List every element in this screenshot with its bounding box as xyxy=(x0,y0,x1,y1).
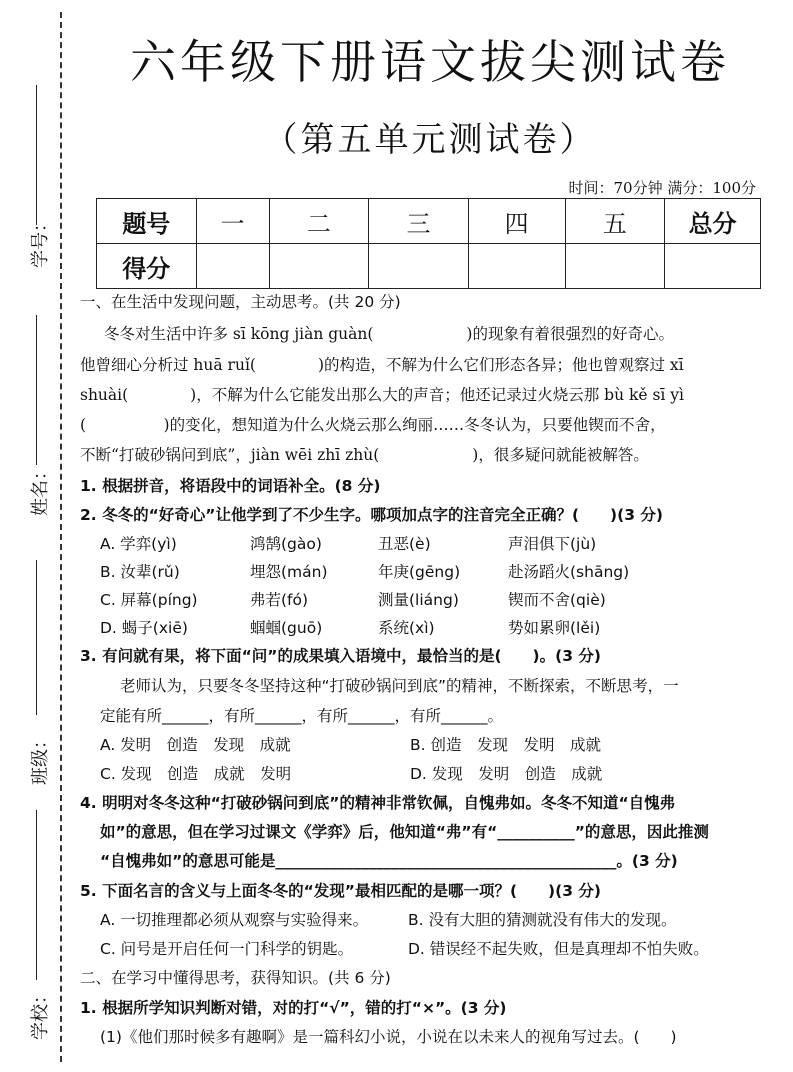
score-header-cell: 总分 xyxy=(665,199,761,244)
student-id-label: 学号： xyxy=(30,214,51,268)
section1-heading: 一、在生活中发现问题，主动思考。(共 20 分) xyxy=(80,293,401,311)
score-cell[interactable] xyxy=(565,244,665,289)
section2-question-1: 1. 根据所学知识判断对错，对的打“√”，错的打“×”。(3 分) xyxy=(80,999,507,1017)
q2-option-d-1: D. 蝎子(xiē) xyxy=(100,619,188,637)
score-cell[interactable] xyxy=(269,244,369,289)
passage-line: 他曾细心分析过 huā ruǐ( )的构造，不解为什么它们形态各异；他也曾观察过 xī xyxy=(80,356,684,374)
q5-option-a: A. 一切推理都必须从观察与实验得来。 xyxy=(100,911,369,929)
q2-option-b-1: B. 汝辈(rǔ) xyxy=(100,563,180,581)
q3-text: 定能有所______，有所______，有所______，有所______。 xyxy=(100,707,504,725)
name-label: 姓名： xyxy=(30,462,51,516)
question-5: 5. 下面名言的含义与上面冬冬的“发现”最相匹配的是哪一项？( )(3 分) xyxy=(80,882,601,900)
question-2: 2. 冬冬的“好奇心”让他学到了不少生字。哪项加点字的注音完全正确？( )(3 分) xyxy=(80,506,663,524)
q3-option-d: D. 发现 发明 创造 成就 xyxy=(410,765,603,783)
q2-option-d-4: 势如累卵(lěi) xyxy=(508,619,601,637)
page-subtitle: （第五单元测试卷） xyxy=(263,120,597,160)
exam-page xyxy=(80,0,780,1072)
score-row-label: 得分 xyxy=(97,244,197,289)
q2-option-c-4: 锲而不舍(qiè) xyxy=(508,591,606,609)
score-header-cell: 三 xyxy=(369,199,469,244)
question-4: 4. 明明对冬冬这种“打破砂锅问到底”的精神非常钦佩，自愧弗如。冬冬不知道“自愧弗 xyxy=(80,794,676,812)
question-1: 1. 根据拼音，将语段中的词语补全。(8 分) xyxy=(80,477,381,495)
score-table-header-row xyxy=(97,199,761,244)
score-cell[interactable] xyxy=(369,244,469,289)
q3-option-a: A. 发明 创造 发现 成就 xyxy=(100,736,291,754)
q2-option-a-1: A. 学弈(yì) xyxy=(100,535,177,553)
q2-option-b-3: 年庚(gēng) xyxy=(378,563,461,581)
school-label: 学校： xyxy=(30,986,51,1040)
section2-q1-item: (1)《他们那时候多有趣啊》是一篇科幻小说，小说在以未来人的视角写过去。( ) xyxy=(100,1028,677,1046)
student-id-fill-line xyxy=(36,85,37,225)
score-header-cell: 五 xyxy=(565,199,665,244)
section2-heading: 二、在学习中懂得思考，获得知识。(共 6 分) xyxy=(80,969,391,987)
binding-margin xyxy=(0,0,72,1072)
score-cell[interactable] xyxy=(196,244,269,289)
q5-option-b: B. 没有大胆的猜测就没有伟大的发现。 xyxy=(408,911,677,929)
score-header-cell: 一 xyxy=(196,199,269,244)
q2-option-b-2: 埋怨(mán) xyxy=(250,563,328,581)
passage-line: ( )的变化，想知道为什么火烧云那么绚丽……冬冬认为，只要他锲而不舍， xyxy=(80,416,666,434)
passage-line: 不断“打破砂锅问到底”，jiàn wēi zhī zhù( )，很多疑问就能被解答。 xyxy=(80,446,649,464)
question-3: 3. 有问就有果，将下面“问”的成果填入语境中，最恰当的是( )。(3 分) xyxy=(80,647,601,665)
score-cell[interactable] xyxy=(665,244,761,289)
binding-dashed-line xyxy=(60,12,62,1062)
q3-option-b: B. 创造 发现 发明 成就 xyxy=(410,736,601,754)
class-label: 班级： xyxy=(30,731,51,785)
score-header-cell: 二 xyxy=(269,199,369,244)
page-title: 六年级下册语文拔尖测试卷 xyxy=(130,35,730,89)
passage-line: 冬冬对生活中许多 sī kōng jiàn guàn( )的现象有着很强烈的好奇心。 xyxy=(104,325,674,343)
score-header-cell: 四 xyxy=(468,199,565,244)
q2-option-c-1: C. 屏幕(píng) xyxy=(100,591,198,609)
question-4-cont: “自愧弗如”的意思可能是____________________________________________。(3 分) xyxy=(100,852,678,870)
class-fill-line xyxy=(36,560,37,715)
q2-option-a-4: 声泪俱下(jù) xyxy=(508,535,597,553)
q5-option-d: D. 错误经不起失败，但是真理却不怕失败。 xyxy=(408,940,709,958)
question-4-cont: 如”的意思，但在学习过课文《学弈》后，他知道“弗”有“__________”的意思，因此推测 xyxy=(100,823,709,841)
score-table-score-row xyxy=(97,244,761,289)
q3-option-c: C. 发现 创造 成就 发明 xyxy=(100,765,292,783)
q2-option-c-3: 测量(liáng) xyxy=(378,591,459,609)
q2-option-c-2: 弗若(fó) xyxy=(250,591,309,609)
score-table xyxy=(96,198,761,289)
q5-option-c: C. 问号是开启任何一门科学的钥匙。 xyxy=(100,940,354,958)
score-header-cell: 题号 xyxy=(97,199,197,244)
q2-option-a-2: 鸿鹄(gào) xyxy=(250,535,322,553)
name-fill-line xyxy=(36,315,37,465)
school-fill-line xyxy=(36,810,37,980)
passage-line: shuài( )，不解为什么它能发出那么大的声音；他还记录过火烧云那 bù kě sī yì xyxy=(80,386,685,404)
q3-text: 老师认为，只要冬冬坚持这种“打破砂锅问到底”的精神，不断探索，不断思考，一 xyxy=(120,677,679,695)
q2-option-b-4: 赴汤蹈火(shāng) xyxy=(508,563,630,581)
score-cell[interactable] xyxy=(468,244,565,289)
q2-option-d-3: 系统(xì) xyxy=(378,619,435,637)
q2-option-a-3: 丑恶(è) xyxy=(378,535,431,553)
exam-meta: 时间：70分钟 满分：100分 xyxy=(568,179,756,197)
q2-option-d-2: 蝈蝈(guō) xyxy=(250,619,323,637)
